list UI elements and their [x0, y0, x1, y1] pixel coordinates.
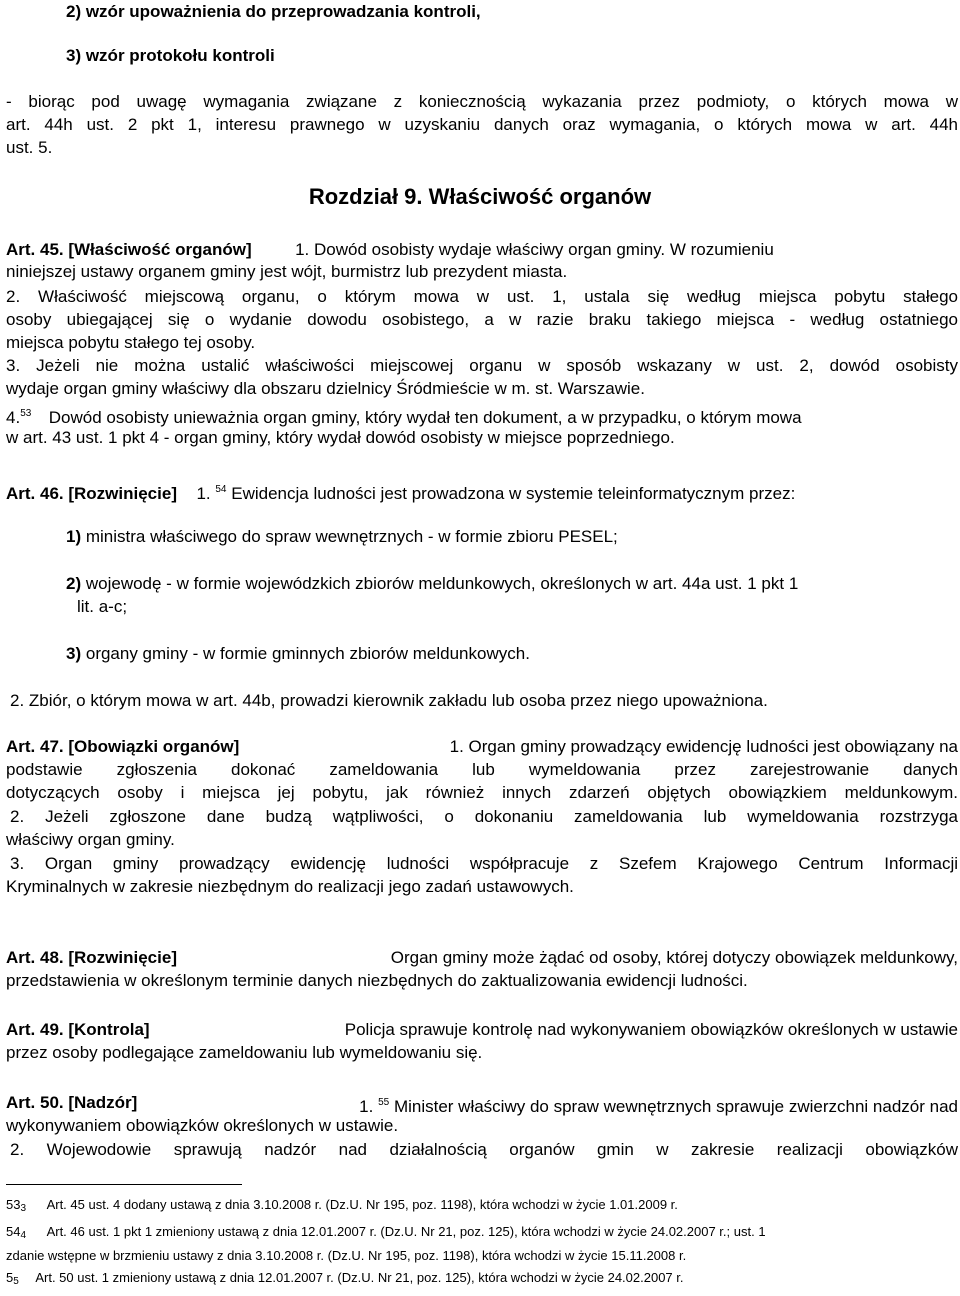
art46-first-line: [6, 478, 795, 505]
footnote-53: [6, 1197, 678, 1217]
item-number: 1): [66, 527, 82, 546]
art50-heading: Art. 50. [Nadzór]: [6, 1093, 138, 1112]
footnote-text: Art. 50 ust. 1 zmieniony ustawą z dnia 12.01.2007 r. (Dz.U. Nr 21, poz. 125), która wchodzi w życie 24.02.2007 r.: [35, 1270, 684, 1285]
art47-line: właściwy organ gminy.: [6, 830, 175, 849]
list-item-2: 2) wzór upoważnienia do przeprowadzania kontroli,: [66, 2, 481, 21]
art45-line: w art. 43 ust. 1 pkt 4 - organ gminy, który wydał dowód osobisty w miejsce poprzedniego.: [6, 428, 675, 447]
art48-first-line: [6, 946, 958, 969]
art47-line: podstawie zgłoszenia dokonać zameldowania lub wymeldowania przez zarejestrowanie danych: [6, 760, 958, 779]
art45-line: niniejszej ustawy organem gminy jest wójt, burmistrz lub prezydent miasta.: [6, 262, 568, 281]
footnote-ref: 53: [20, 408, 32, 419]
art45-text: Dowód osobisty unieważnia organ gminy, który wydał ten dokument, a w przypadku, o którym mowa: [48, 408, 802, 427]
art50-line: 2. Wojewodowie sprawują nadzór nad działalnością organów gmin w zakresie realizacji obowiązków: [10, 1140, 958, 1159]
art48-heading: Art. 48. [Rozwinięcie]: [6, 948, 177, 967]
footnote-separator: [6, 1184, 242, 1185]
art50-text: Minister właściwy do spraw wewnętrznych sprawuje zwierzchni nadzór nad: [393, 1097, 958, 1116]
art49-first-line: [6, 1018, 958, 1041]
art47-line: dotyczących osoby i miejsca jej pobytu, jak również innych zdarzeń objętych obowiązkiem meldunkowym.: [6, 783, 958, 802]
para-number: 1.: [196, 484, 211, 503]
art47-first-line: [6, 735, 958, 758]
art45-line: 2. Właściwość miejscową organu, o którym mowa w ust. 1, ustala się według miejsca pobytu stałego: [6, 287, 958, 306]
art47-text: 1. Organ gminy prowadzący ewidencję ludności jest obowiązany na: [449, 737, 958, 756]
footnote-number: 544: [6, 1224, 27, 1241]
footnote-ref: 54: [215, 484, 227, 495]
art46-text: Ewidencja ludności jest prowadzona w systemie teleinformatycznym przez:: [231, 484, 796, 503]
clause-line: art. 44h ust. 2 pkt 1, interesu prawnego w uzyskaniu danych oraz wymagania, o których mowa w art. 44h: [6, 115, 958, 134]
footnote-54: [6, 1224, 766, 1244]
item-text: wojewodę - w formie wojewódzkich zbiorów meldunkowych, określonych w art. 44a ust. 1 pkt 1: [85, 574, 799, 593]
art46-item-2-cont: lit. a-c;: [77, 597, 128, 616]
art47-line: 2. Jeżeli zgłoszone dane budzą wątpliwości, o dokonaniu zameldowania lub wymeldowania rozstrzyga: [10, 807, 958, 826]
para-number: 4.: [6, 408, 21, 427]
art49-text: Policja sprawuje kontrolę nad wykonywaniem obowiązków określonych w ustawie: [344, 1020, 958, 1039]
art45-heading: Art. 45. [Właściwość organów]: [6, 240, 252, 259]
footnote-text: Art. 46 ust. 1 pkt 1 zmieniony ustawą z dnia 12.01.2007 r. (Dz.U. Nr 21, poz. 125), która wchodzi w życie 24.02.2007 r.; ust. 1: [46, 1224, 766, 1239]
item-text: ministra właściwego do spraw wewnętrznych - w formie zbioru PESEL;: [85, 527, 618, 546]
art50-para-1: [359, 1091, 958, 1118]
item-number: 3): [66, 644, 82, 663]
chapter-heading: Rozdział 9. Właściwość organów: [308, 184, 652, 209]
art46-item-3: [66, 642, 530, 665]
item-number: 2): [66, 574, 82, 593]
art45-text: 1. Dowód osobisty wydaje właściwy organ gminy. W rozumieniu: [295, 240, 774, 259]
art45-line: wydaje organ gminy właściwy dla obszaru dzielnicy Śródmieście w m. st. Warszawie.: [6, 379, 645, 398]
footnote-text: Art. 45 ust. 4 dodany ustawą z dnia 3.10.2008 r. (Dz.U. Nr 195, poz. 1198), która wchodzi w życie 1.01.2009 r.: [46, 1197, 678, 1212]
art46-item-1: [66, 525, 618, 548]
art46-item-2: [66, 572, 798, 595]
para-number: 1.: [359, 1097, 374, 1116]
art50-line: wykonywaniem obowiązków określonych w ustawie.: [6, 1116, 399, 1135]
footnote-54-cont: zdanie wstępne w brzmieniu ustawy z dnia 3.10.2008 r. (Dz.U. Nr 195, poz. 1198), która wchodzi w życie 15.11.2008 r.: [6, 1248, 687, 1263]
art49-heading: Art. 49. [Kontrola]: [6, 1020, 150, 1039]
art45-line: osoby ubiegającej się o wydanie dowodu osobistego, a w razie braku takiego miejsca - według ostatniego: [6, 310, 958, 329]
art45-line: miejsca pobytu stałego tej osoby.: [6, 333, 256, 352]
clause-line: - biorąc pod uwagę wymagania związane z koniecznością wykazania przez podmioty, o których mowa w: [6, 92, 958, 111]
footnote-number: 55: [6, 1270, 19, 1287]
art49-line: przez osoby podlegające zameldowaniu lub wymeldowaniu się.: [6, 1043, 483, 1062]
art47-heading: Art. 47. [Obowiązki organów]: [6, 737, 240, 756]
art47-line: Kryminalnych w zakresie niezbędnym do realizacji jego zadań ustawowych.: [6, 877, 574, 896]
art45-first-line: [6, 238, 774, 261]
art48-text: Organ gminy może żądać od osoby, której dotyczy obowiązek meldunkowy,: [390, 948, 958, 967]
list-item-3: 3) wzór protokołu kontroli: [66, 46, 275, 65]
art46-para-2: 2. Zbiór, o którym mowa w art. 44b, prowadzi kierownik zakładu lub osoba przez niego upoważniona.: [10, 691, 768, 710]
clause-line: ust. 5.: [6, 138, 53, 157]
art47-line: 3. Organ gminy prowadzący ewidencję ludności współpracuje z Szefem Krajowego Centrum Informacji: [10, 854, 958, 873]
footnote-number: 533: [6, 1197, 27, 1214]
art45-line: 3. Jeżeli nie można ustalić właściwości miejscowej organu w sposób wskazany w ust. 2, dowód osobisty: [6, 356, 958, 375]
art48-line: przedstawienia w określonym terminie danych niezbędnych do zaktualizowania ewidencji ludności.: [6, 971, 748, 990]
art45-para-4: [6, 402, 802, 429]
footnote-55: [6, 1270, 684, 1290]
footnote-ref: 55: [378, 1097, 390, 1108]
item-text: organy gminy - w formie gminnych zbiorów meldunkowych.: [85, 644, 530, 663]
art46-heading: Art. 46. [Rozwinięcie]: [6, 484, 177, 503]
